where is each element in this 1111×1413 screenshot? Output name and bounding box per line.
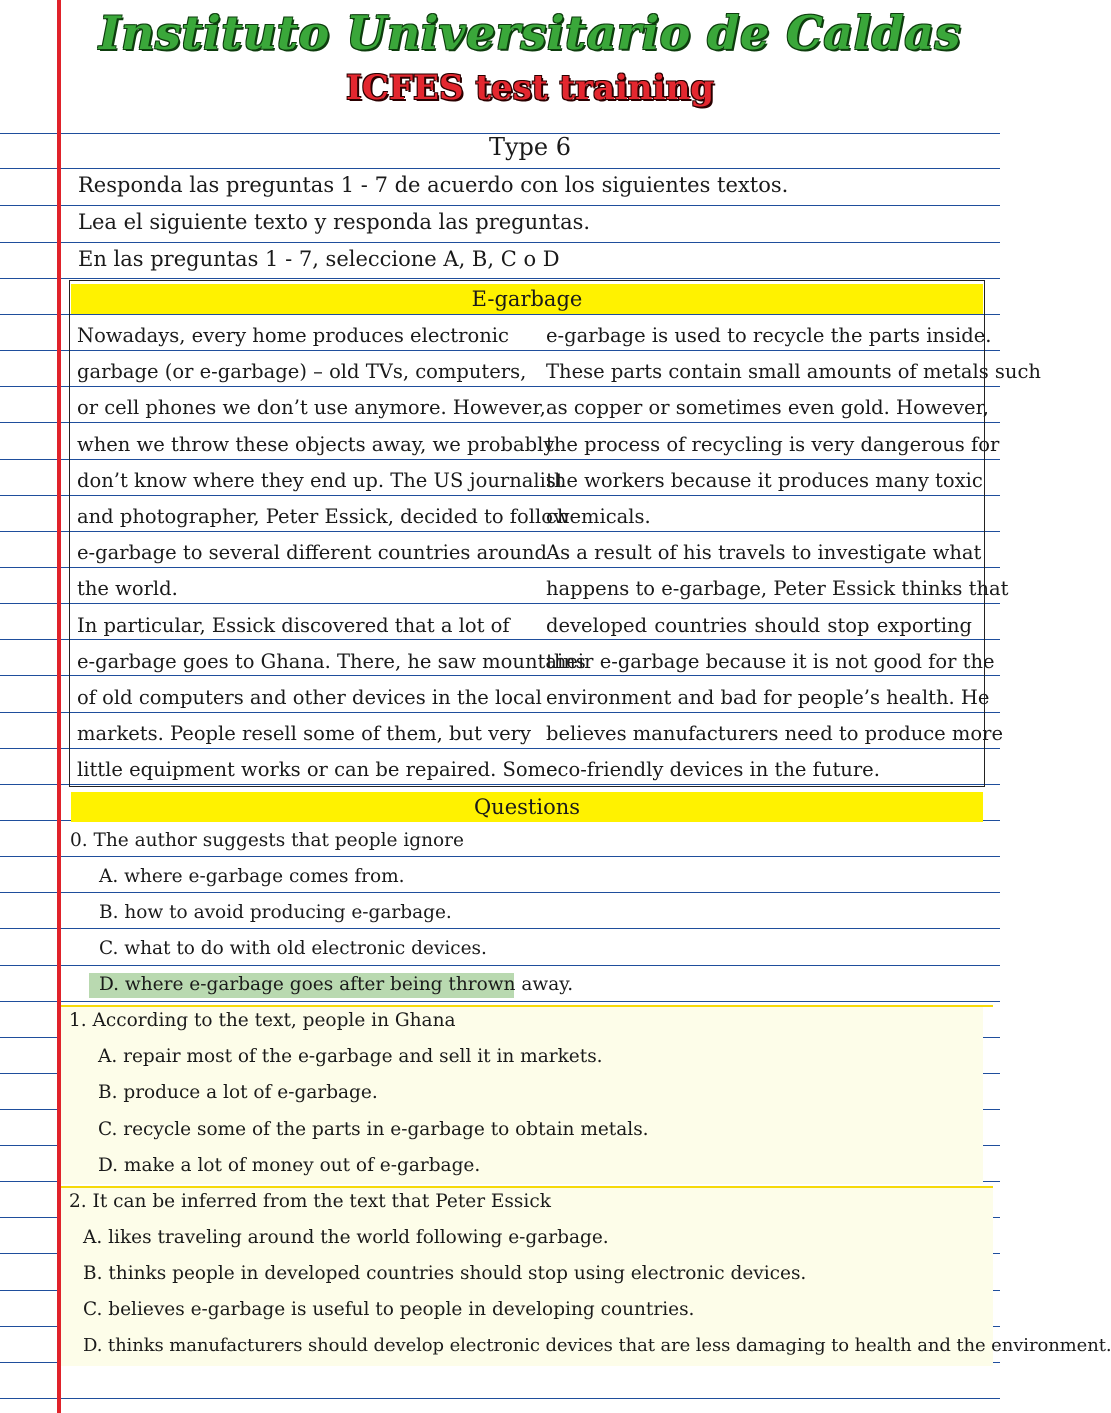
- text-line: As a result of his travels to investigate what: [546, 541, 982, 565]
- reading-right-column: [546, 318, 1041, 788]
- school-title: Instituto Universitario de Caldas: [98, 6, 962, 60]
- page-subtitle: ICFES test training: [345, 68, 715, 108]
- reading-heading: E-garbage: [71, 284, 983, 314]
- text-line: environment and bad for people’s health. He: [546, 685, 990, 709]
- text-line: little equipment works or can be repaired. Some: [77, 758, 558, 782]
- question-1-divider: [61, 1005, 993, 1007]
- question-0-option-a[interactable]: A. where e-garbage comes from.: [99, 866, 405, 887]
- question-2-stem: 2. It can be inferred from the text that Peter Essick: [69, 1191, 551, 1212]
- text-line: or cell phones we don’t use anymore. However,: [77, 396, 546, 420]
- text-line: when we throw these objects away, we probably: [77, 432, 555, 456]
- text-line: garbage (or e-garbage) – old TVs, computers,: [77, 360, 527, 384]
- text-line: eco-friendly devices in the future.: [546, 758, 880, 782]
- question-2-option-d[interactable]: D. thinks manufacturers should develop electronic devices that are less damaging to health and the environment.: [83, 1335, 1111, 1356]
- question-2-option-c[interactable]: C. believes e-garbage is useful to people in developing countries.: [83, 1299, 695, 1320]
- text-line: the world.: [77, 577, 178, 601]
- question-0-stem: 0. The author suggests that people ignore: [70, 830, 464, 851]
- text-line: e-garbage to several different countries around: [77, 541, 547, 565]
- question-1-option-c[interactable]: C. recycle some of the parts in e-garbage to obtain metals.: [98, 1119, 649, 1140]
- text-line: markets. People resell some of them, but very: [77, 722, 532, 746]
- question-0-option-b[interactable]: B. how to avoid producing e-garbage.: [99, 902, 452, 923]
- margin-line: [57, 0, 61, 1413]
- text-line: happens to e-garbage, Peter Essick thinks that: [546, 577, 1009, 601]
- text-line: believes manufacturers need to produce more: [546, 722, 1004, 746]
- instruction-3: En las preguntas 1 - 7, seleccione A, B, C o D: [78, 247, 560, 271]
- question-1-option-b[interactable]: B. produce a lot of e-garbage.: [98, 1082, 378, 1103]
- question-0-option-d[interactable]: D. where e-garbage goes after being thrown away.: [99, 974, 574, 995]
- text-line: e-garbage is used to recycle the parts inside.: [546, 324, 992, 347]
- question-1-option-a[interactable]: A. repair most of the e-garbage and sell it in markets.: [98, 1046, 603, 1067]
- reading-left-column: [77, 318, 586, 788]
- instruction-1: Responda las preguntas 1 - 7 de acuerdo con los siguientes textos.: [78, 173, 789, 197]
- text-line: don’t know where they end up. The US journalist: [77, 468, 564, 492]
- question-0-option-c[interactable]: C. what to do with old electronic devices.: [99, 938, 487, 959]
- text-line: Nowadays, every home produces electronic: [77, 324, 509, 347]
- instruction-2: Lea el siguiente texto y responda las preguntas.: [78, 210, 591, 234]
- text-line: developed countries should stop exporting: [546, 613, 972, 637]
- text-line: These parts contain small amounts of metals such: [546, 360, 1041, 384]
- text-line: and photographer, Peter Essick, decided to follow: [77, 504, 570, 528]
- questions-heading: Questions: [71, 792, 983, 822]
- text-line: of old computers and other devices in the local: [77, 685, 542, 709]
- text-line: chemicals.: [546, 504, 651, 528]
- question-1-stem: 1. According to the text, people in Ghana: [69, 1010, 456, 1031]
- test-type: Type 6: [488, 133, 572, 161]
- text-line: the workers because it produces many toxic: [546, 468, 983, 492]
- question-2-divider: [61, 1186, 993, 1188]
- text-line: as copper or sometimes even gold. However,: [546, 396, 989, 420]
- text-line: their e-garbage because it is not good for the: [546, 649, 995, 673]
- text-line: e-garbage goes to Ghana. There, he saw mountains: [77, 649, 586, 673]
- question-2-option-a[interactable]: A. likes traveling around the world following e-garbage.: [83, 1227, 609, 1248]
- question-2-option-b[interactable]: B. thinks people in developed countries should stop using electronic devices.: [83, 1263, 807, 1284]
- text-line: In particular, Essick discovered that a lot of: [77, 613, 510, 637]
- text-line: the process of recycling is very dangerous for: [546, 432, 1000, 456]
- question-1-option-d[interactable]: D. make a lot of money out of e-garbage.: [98, 1155, 481, 1176]
